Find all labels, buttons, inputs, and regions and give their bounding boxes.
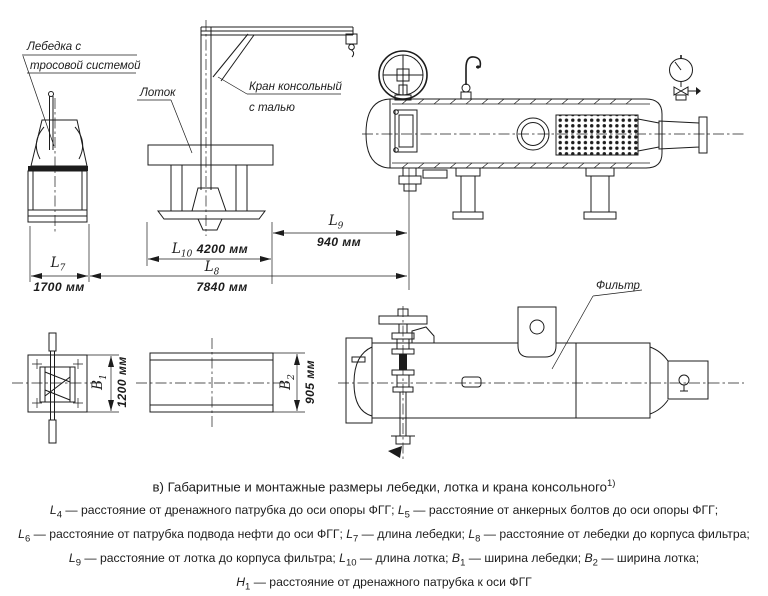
dim-b2-value: 905 мм [303, 359, 317, 405]
dim-l8-value: 7840 мм [196, 280, 248, 294]
winch-callout-line2: тросовой системой [30, 60, 141, 72]
filter-vessel-side-view [362, 51, 744, 219]
dim-b2-symbol: $B_2$ [278, 374, 297, 390]
handwheel-valve [379, 51, 427, 100]
winch-side-view [28, 92, 88, 233]
dim-l7-value: 1700 мм [33, 280, 85, 294]
dimension-legend [0, 501, 768, 596]
crane-callout-line1: Кран консольный [249, 81, 342, 93]
tray-callout: Лоток [140, 87, 176, 99]
drain-nozzle [399, 168, 447, 191]
dim-l7-symbol: $L_7$ [50, 255, 66, 274]
dim-l9-symbol: $L_9$ [328, 213, 344, 232]
legend-line-1: $L_4$ — расстояние от дренажного патрубка до оси опоры ФГГ; $L_5$ — расстояние от анкерных болтов до оси опоры ФГГ; [49, 503, 719, 521]
legend-line-3: $L_9$ — расстояние от лотка до корпуса фильтра; $L_{10}$ — длина лотка; $B_1$ — ширина лебедки; $B_2$ — ширина лотка; [68, 550, 700, 569]
figure-caption: в) Габаритные и монтажные размеры лебедки, лотка и крана консольного$^{1)}$ [152, 478, 616, 495]
crane-and-tray-side-view [148, 20, 357, 236]
winch-top-view [12, 333, 101, 443]
dim-b1-symbol: $B_1$ [90, 374, 109, 390]
dim-l10: $L_{10}$ 4200 мм [171, 241, 249, 260]
legend-line-2: $L_6$ — расстояние от патрубка подвода нефти до оси ФГГ; $L_7$ — длина лебедки; $L_8$ — расстояние от лебедки до корпуса фильтра; [18, 526, 750, 545]
dim-l9-value: 940 мм [316, 235, 362, 249]
filter-vessel-bottom-view [338, 306, 744, 462]
legend-line-4: $H_1$ — расстояние от дренажного патрубка к оси ФГГ [236, 574, 532, 592]
pressure-gauge [670, 55, 702, 100]
dim-b1-value: 1200 мм [115, 356, 129, 408]
dim-l8-symbol: $L_8$ [204, 259, 220, 278]
filter-callout: Фильтр [596, 280, 640, 292]
crane-callout-line2: с талью [249, 102, 295, 114]
winch-callout-line1: Лебедка с [27, 41, 82, 53]
tray-top-view [136, 338, 288, 427]
valve-column [379, 306, 427, 462]
lifting-hook [461, 57, 480, 99]
vessel-legs [453, 168, 616, 219]
caption-footnote-marker: 1) [606, 478, 616, 489]
